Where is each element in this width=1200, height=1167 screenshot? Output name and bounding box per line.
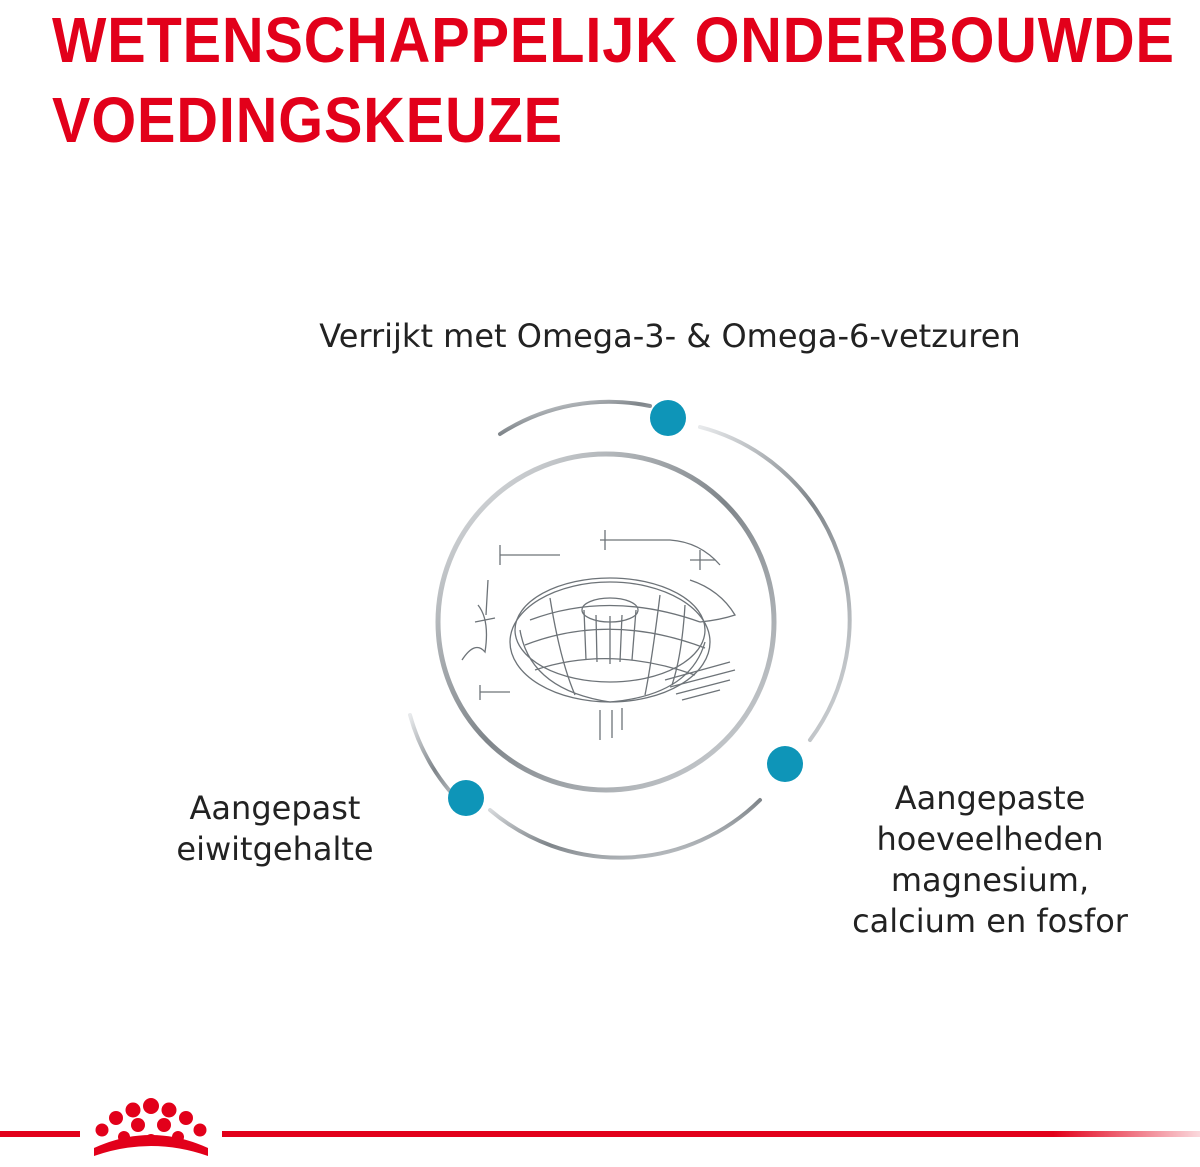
benefit-minerals-line-1: Aangepaste [894, 779, 1086, 817]
headline-line-2: VOEDINGSKEUZE [52, 84, 563, 156]
headline [52, 0, 1175, 160]
dot-top [650, 400, 686, 436]
benefit-omega [300, 316, 1040, 357]
benefit-minerals-line-3: magnesium, [890, 861, 1090, 899]
benefit-protein [150, 788, 400, 870]
benefit-minerals-line-4: calcium en fosfor [852, 902, 1128, 940]
benefit-minerals-line-2: hoeveelheden [876, 820, 1104, 858]
dot-right [767, 746, 803, 782]
benefit-protein-line-1: Aangepast [189, 789, 361, 827]
royal-canin-crown-icon [88, 1096, 214, 1160]
benefit-minerals [830, 778, 1150, 942]
kibble-sketch-icon [462, 530, 735, 740]
benefit-omega-text: Verrijkt met Omega-3- & Omega-6-vetzuren [319, 317, 1021, 355]
kibble-diagram [400, 390, 860, 870]
headline-line-1: WETENSCHAPPELIJK ONDERBOUWDE [52, 4, 1175, 76]
dot-left [448, 780, 484, 816]
footer-rule-left [0, 1131, 80, 1137]
benefit-protein-line-2: eiwitgehalte [176, 830, 374, 868]
footer-rule-right [222, 1131, 1200, 1137]
